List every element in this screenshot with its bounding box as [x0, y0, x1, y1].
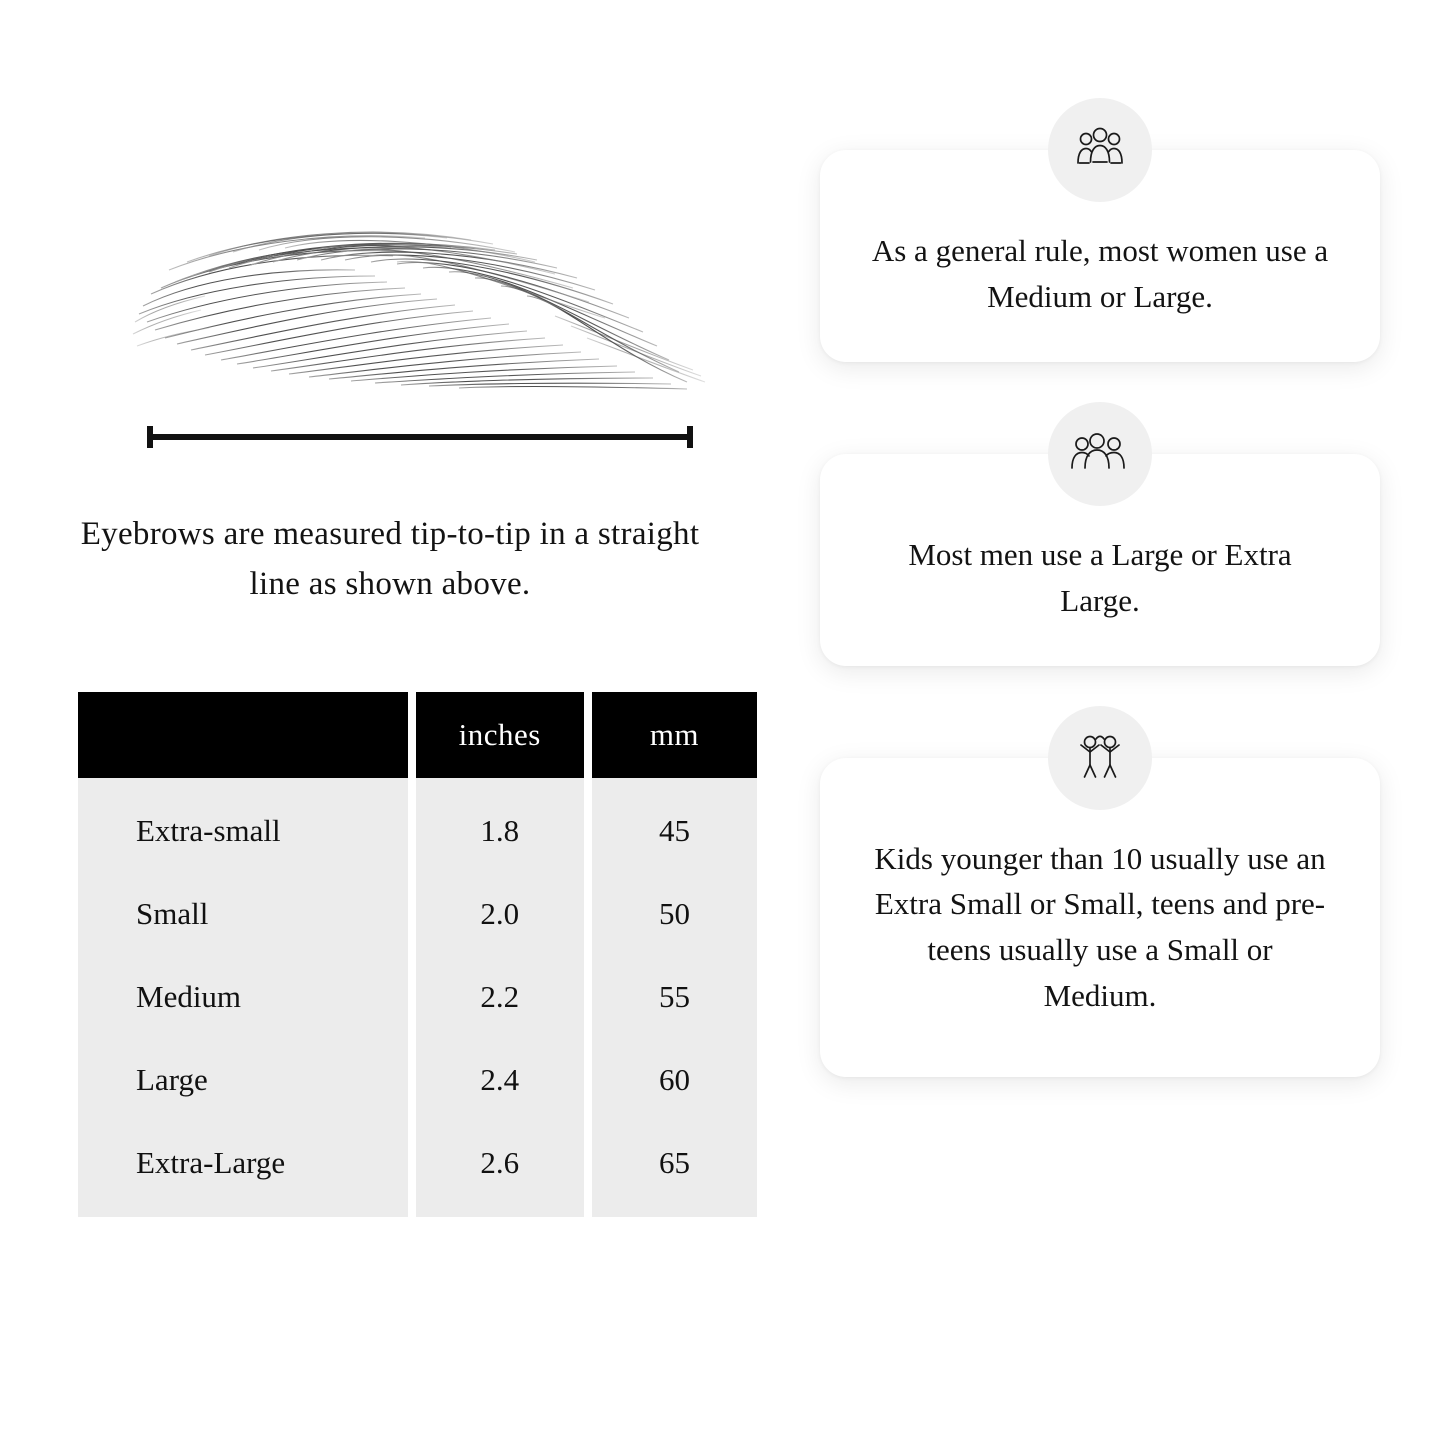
- table-header-size: [78, 692, 408, 778]
- table-header-row: [78, 692, 757, 778]
- card-women-text: As a general rule, most women use a Medium or Large.: [871, 233, 1329, 314]
- table-header-inches: inches: [416, 692, 584, 778]
- men-group-icon: [1048, 402, 1152, 506]
- card-men-text: Most men use a Large or Extra Large.: [908, 536, 1292, 618]
- size-mm: 45: [592, 778, 757, 872]
- table-row: [78, 1038, 757, 1121]
- table-row: [78, 1121, 757, 1217]
- size-table: [70, 692, 765, 1217]
- size-mm: 55: [592, 955, 757, 1038]
- size-inches: 2.2: [416, 955, 584, 1038]
- card-men-wrapper: [820, 454, 1380, 666]
- size-mm: 50: [592, 872, 757, 955]
- women-group-icon: [1048, 98, 1152, 202]
- measurement-line: [145, 425, 695, 449]
- recommendation-cards: [820, 150, 1380, 1169]
- card-kids-text: Kids younger than 10 usually use an Extra Small or Small, teens and pre-teens usually use a Small or Medium.: [874, 840, 1326, 1014]
- eyebrow-figure: [70, 150, 770, 480]
- size-inches: 2.4: [416, 1038, 584, 1121]
- size-inches: 1.8: [416, 778, 584, 872]
- size-name: Small: [78, 872, 408, 955]
- measurement-section: [70, 150, 770, 609]
- card-kids-wrapper: [820, 758, 1380, 1078]
- size-name: Extra-Large: [78, 1121, 408, 1217]
- table-row: [78, 778, 757, 872]
- size-name: Large: [78, 1038, 408, 1121]
- table-row: [78, 955, 757, 1038]
- measurement-caption: Eyebrows are measured tip-to-tip in a straight line as shown above.: [80, 516, 700, 602]
- size-mm: 65: [592, 1121, 757, 1217]
- size-inches: 2.6: [416, 1121, 584, 1217]
- size-name: Extra-small: [78, 778, 408, 872]
- size-inches: 2.0: [416, 872, 584, 955]
- table-row: [78, 872, 757, 955]
- eyebrow-illustration: [125, 210, 715, 395]
- kids-group-icon: [1048, 706, 1152, 810]
- size-name: Medium: [78, 955, 408, 1038]
- size-mm: 60: [592, 1038, 757, 1121]
- card-women-wrapper: [820, 150, 1380, 362]
- table-header-mm: mm: [592, 692, 757, 778]
